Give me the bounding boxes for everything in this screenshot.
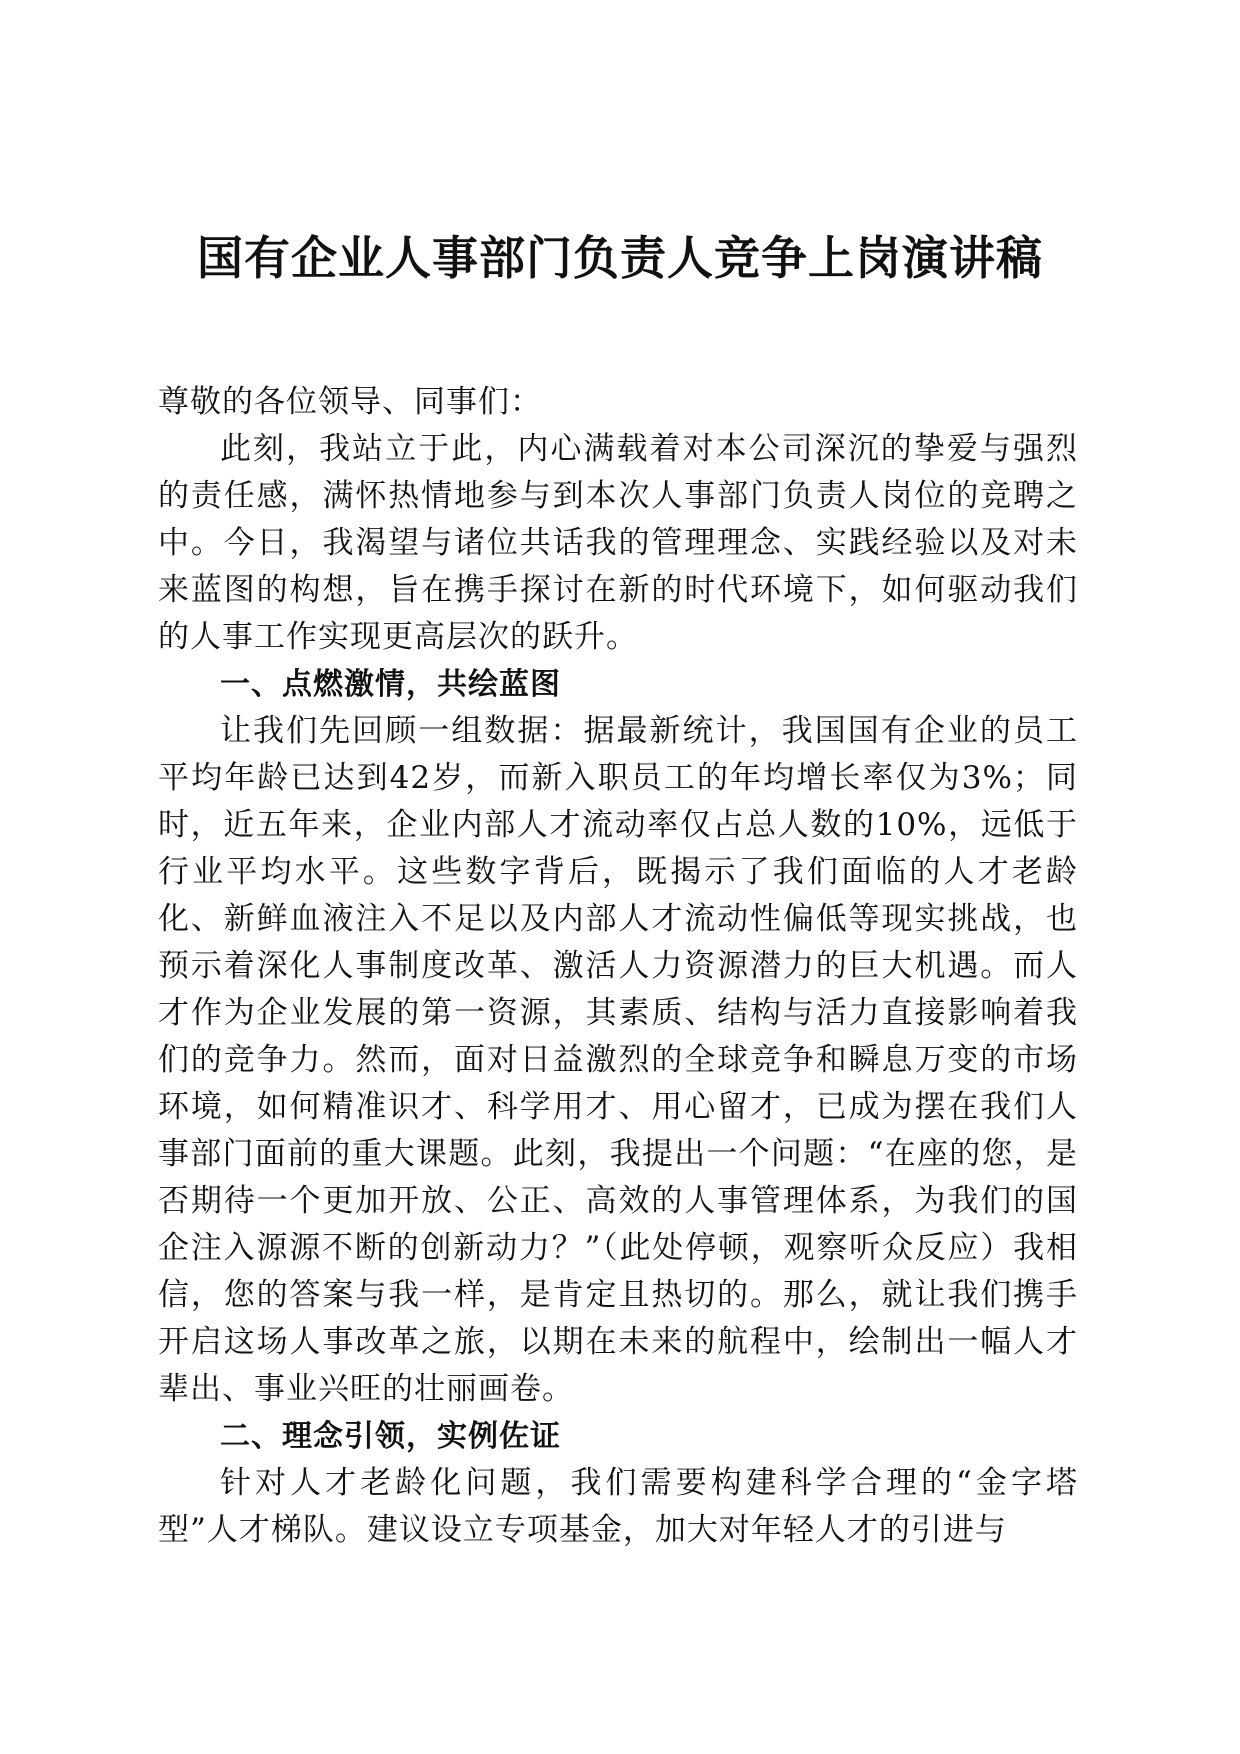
document-body — [158, 379, 1078, 1554]
intro-paragraph: 此刻，我站立于此，内心满载着对本公司深沉的挚爱与强烈的责任感，满怀热情地参与到本次人事部门负责人岗位的竞聘之中。今日，我渴望与诸位共话我的管理理念、实践经验以及对未来蓝图的构想，旨在携手探讨在新的时代环境下，如何驱动我们的人事工作实现更高层次的跃升。 — [158, 431, 1078, 655]
section-paragraph-1: 让我们先回顾一组数据：据最新统计，我国国有企业的员工平均年龄已达到42岁，而新入职员工的年均增长率仅为3%；同时，近五年来，企业内部人才流动率仅占总人数的10%，远低于行业平均水平。这些数字背后，既揭示了我们面临的人才老龄化、新鲜血液注入不足以及内部人才流动性偏低等现实挑战，也预示着深化人事制度改革、激活人力资源潜力的巨大机遇。而人才作为企业发展的第一资源，其素质、结构与活力直接影响着我们的竞争力。然而，面对日益激烈的全球竞争和瞬息万变的市场环境，如何精准识才、科学用才、用心留才，已成为摆在我们人事部门面前的重大课题。此刻，我提出一个问题：“在座的您，是否期待一个更加开放、公正、高效的人事管理体系，为我们的国企注入源源不断的创新动力？”（此处停顿，观察听众反应）我相信，您的答案与我一样，是肯定且热切的。那么，就让我们携手开启这场人事改革之旅，以期在未来的航程中，绘制出一幅人才辈出、事业兴旺的壮丽画卷。 — [158, 713, 1078, 1407]
section-heading-1: 一、点燃激情，共绘蓝图 — [220, 667, 561, 702]
document-title: 国有企业人事部门负责人竞争上岗演讲稿 — [197, 231, 1043, 285]
section-paragraph-2: 针对人才老龄化问题，我们需要构建科学合理的“金字塔型”人才梯队。建议设立专项基金，加大对年轻人才的引进与 — [158, 1465, 1078, 1548]
section-heading-2: 二、理念引领，实例佐证 — [220, 1419, 561, 1454]
salutation: 尊敬的各位领导、同事们： — [158, 384, 542, 420]
